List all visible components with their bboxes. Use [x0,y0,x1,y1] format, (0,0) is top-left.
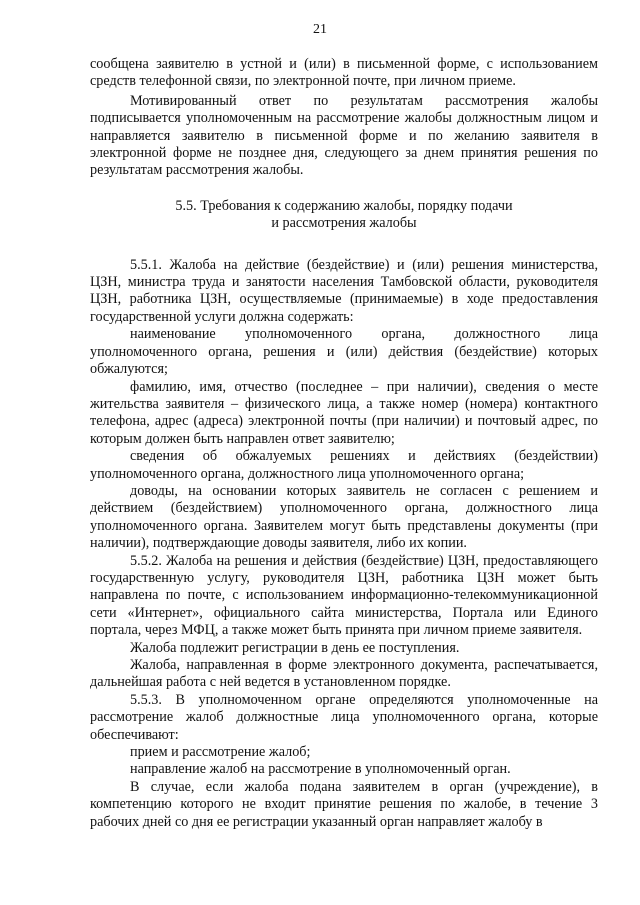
paragraph-5-5-2: 5.5.2. Жалоба на решения и действия (бездействие) ЦЗН, предоставляющего государственную услугу, руководителя ЦЗН, работника ЦЗН может быть направлена по почте, с использованием информационно-телекоммуникационной сети «Интернет», официального сайта министерства, Портала или Единого портала, через МФЦ, а также может быть принята при личном приеме заявителя. [90,552,598,639]
paragraph-continuation: сообщена заявителю в устной и (или) в письменной форме, с использованием средств телефонной связи, по электронной почте, при личном приеме. [90,56,598,90]
paragraph-list-item: наименование уполномоченного органа, должностного лица уполномоченного органа, решения и (или) действия (бездействие) которых обжалуются; [90,326,598,378]
paragraph-list-item: фамилию, имя, отчество (последнее – при наличии), сведения о месте жительства заявителя – физического лица, а также номер (номера) контактного телефона, адрес (адреса) электронной почты (при наличии) и почтовый адрес, по которым должен быть направлен ответ заявителю; [90,378,598,447]
document-body [90,56,598,831]
section-heading-line-2: и рассмотрения жалобы [271,215,417,232]
page-number: 21 [313,22,327,37]
paragraph-5-5-3: 5.5.3. В уполномоченном органе определяются уполномоченные на рассмотрение жалоб должностные лица уполномоченного органа, которые обеспечивают: [90,691,598,743]
paragraph-list-item: сведения об обжалуемых решениях и действиях (бездействии) уполномоченного органа, должностного лица уполномоченного органа; [90,448,598,482]
paragraph-5-5-1: 5.5.1. Жалоба на действие (бездействие) и (или) решения министерства, ЦЗН, министра труда и занятости населения Тамбовской области, руководителя ЦЗН, работника ЦЗН, осуществляемые (принимаемые) в ходе предоставления государственной услуги должна содержать: [90,256,598,325]
paragraph-list-item: доводы, на основании которых заявитель не согласен с решением и действием (бездействием) уполномоченного органа, должностного лица уполномоченного органа. Заявителем могут быть представлены документы (при наличии), подтверждающие доводы заявителя, либо их копии. [90,482,598,552]
section-heading-line-1: 5.5. Требования к содержанию жалобы, порядку подачи [175,197,513,214]
paragraph-list-item: прием и рассмотрение жалоб; [130,744,311,761]
paragraph-motivated-answer: Мотивированный ответ по результатам рассмотрения жалобы подписывается уполномоченным на рассмотрение жалобы должностным лицом и направляется заявителю в письменной форме и по желанию заявителя в электронной форме не позднее дня, следующего за днем принятия решения по результатам рассмотрения жалобы. [90,92,598,179]
paragraph-electronic: Жалоба, направленная в форме электронного документа, распечатывается, дальнейшая работа с ней ведется в установленном порядке. [90,657,598,691]
paragraph-registration: Жалоба подлежит регистрации в день ее поступления. [130,639,460,656]
section-heading [90,198,598,233]
paragraph-list-item: направление жалоб на рассмотрение в уполномоченный орган. [130,761,511,778]
paragraph-redirect: В случае, если жалоба подана заявителем в орган (учреждение), в компетенцию которого не входит принятие решения по жалобе, в течение 3 рабочих дней со дня ее регистрации указанный орган направляет жалобу в [90,778,598,830]
